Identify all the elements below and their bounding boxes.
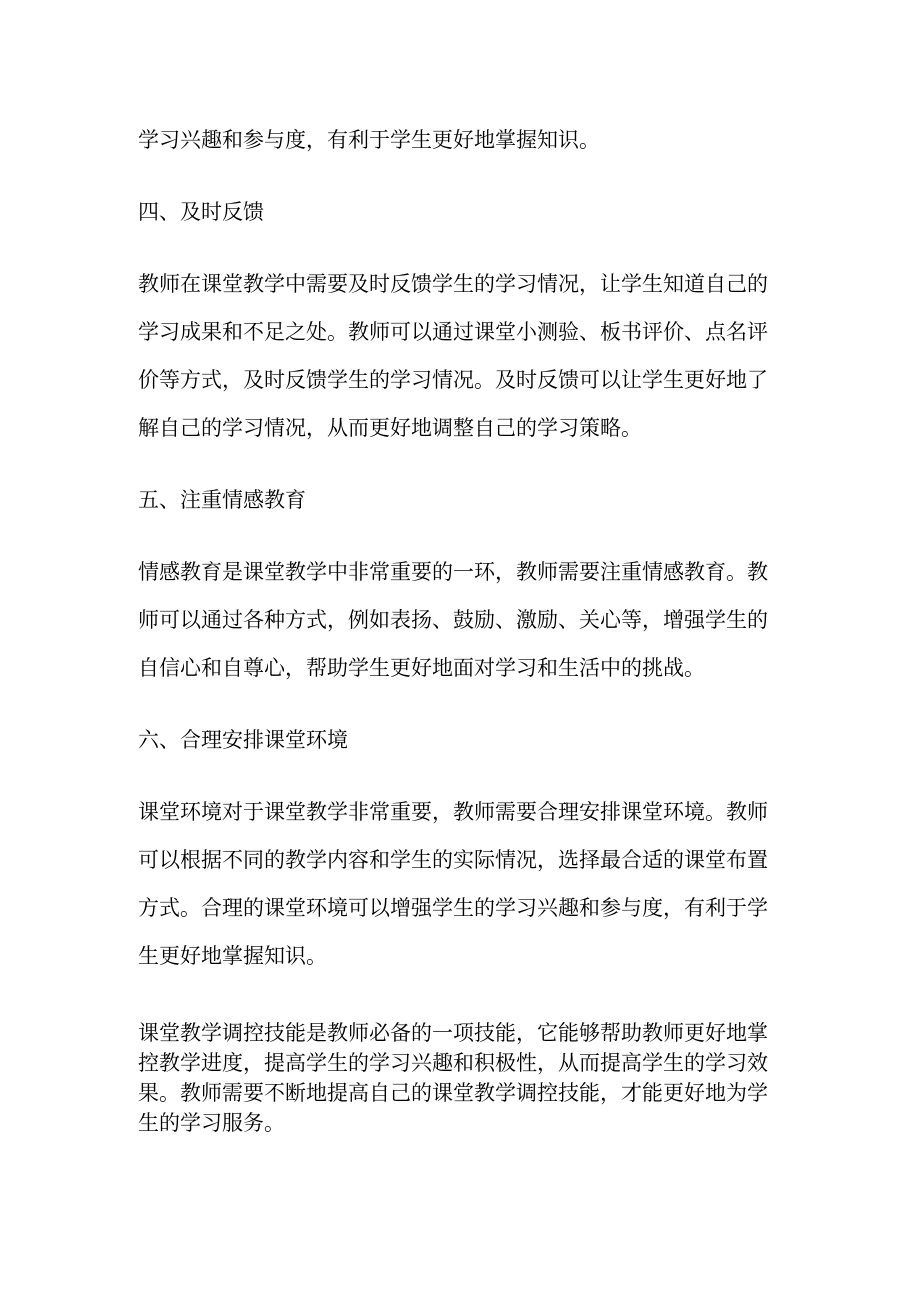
paragraph-line: 控教学进度，提高学生的学习兴趣和积极性，从而提高学生的学习效 <box>138 1051 768 1075</box>
paragraph-line: 价等方式，及时反馈学生的学习情况。及时反馈可以让学生更好地了 <box>138 368 768 392</box>
paragraph-line: 果。教师需要不断地提高自己的课堂教学调控技能，才能更好地为学 <box>138 1081 768 1105</box>
paragraph-line: 生的学习服务。 <box>138 1111 285 1135</box>
paragraph-line: 方式。合理的课堂环境可以增强学生的学习兴趣和参与度，有利于学 <box>138 896 768 920</box>
section-6-heading <box>138 716 788 764</box>
heading-text: 四、及时反馈 <box>138 200 264 224</box>
section-4-paragraph <box>138 260 788 452</box>
paragraph-line: 课堂教学调控技能是教师必备的一项技能，它能够帮助教师更好地掌 <box>138 1021 768 1045</box>
paragraph-line: 解自己的学习情况，从而更好地调整自己的学习策略。 <box>138 416 642 440</box>
paragraph-line: 教师在课堂教学中需要及时反馈学生的学习情况，让学生知道自己的 <box>138 272 768 296</box>
heading-text: 六、合理安排课堂环境 <box>138 728 348 752</box>
conclusion-paragraph <box>138 1018 788 1138</box>
paragraph-line: 师可以通过各种方式，例如表扬、鼓励、激励、关心等，增强学生的 <box>138 608 768 632</box>
section-6-paragraph <box>138 788 788 980</box>
paragraph-line: 可以根据不同的教学内容和学生的实际情况，选择最合适的课堂布置 <box>138 848 768 872</box>
paragraph-line: 课堂环境对于课堂教学非常重要，教师需要合理安排课堂环境。教师 <box>138 800 768 824</box>
paragraph-line: 自信心和自尊心，帮助学生更好地面对学习和生活中的挑战。 <box>138 656 705 680</box>
intro-paragraph <box>138 116 788 164</box>
paragraph-line: 学习成果和不足之处。教师可以通过课堂小测验、板书评价、点名评 <box>138 320 768 344</box>
paragraph-line: 情感教育是课堂教学中非常重要的一环，教师需要注重情感教育。教 <box>138 560 768 584</box>
section-5-heading <box>138 476 788 524</box>
paragraph-line: 学习兴趣和参与度，有利于学生更好地掌握知识。 <box>138 128 600 152</box>
heading-text: 五、注重情感教育 <box>138 488 306 512</box>
section-5-paragraph <box>138 548 788 692</box>
section-4-heading <box>138 188 788 236</box>
paragraph-line: 生更好地掌握知识。 <box>138 944 327 968</box>
